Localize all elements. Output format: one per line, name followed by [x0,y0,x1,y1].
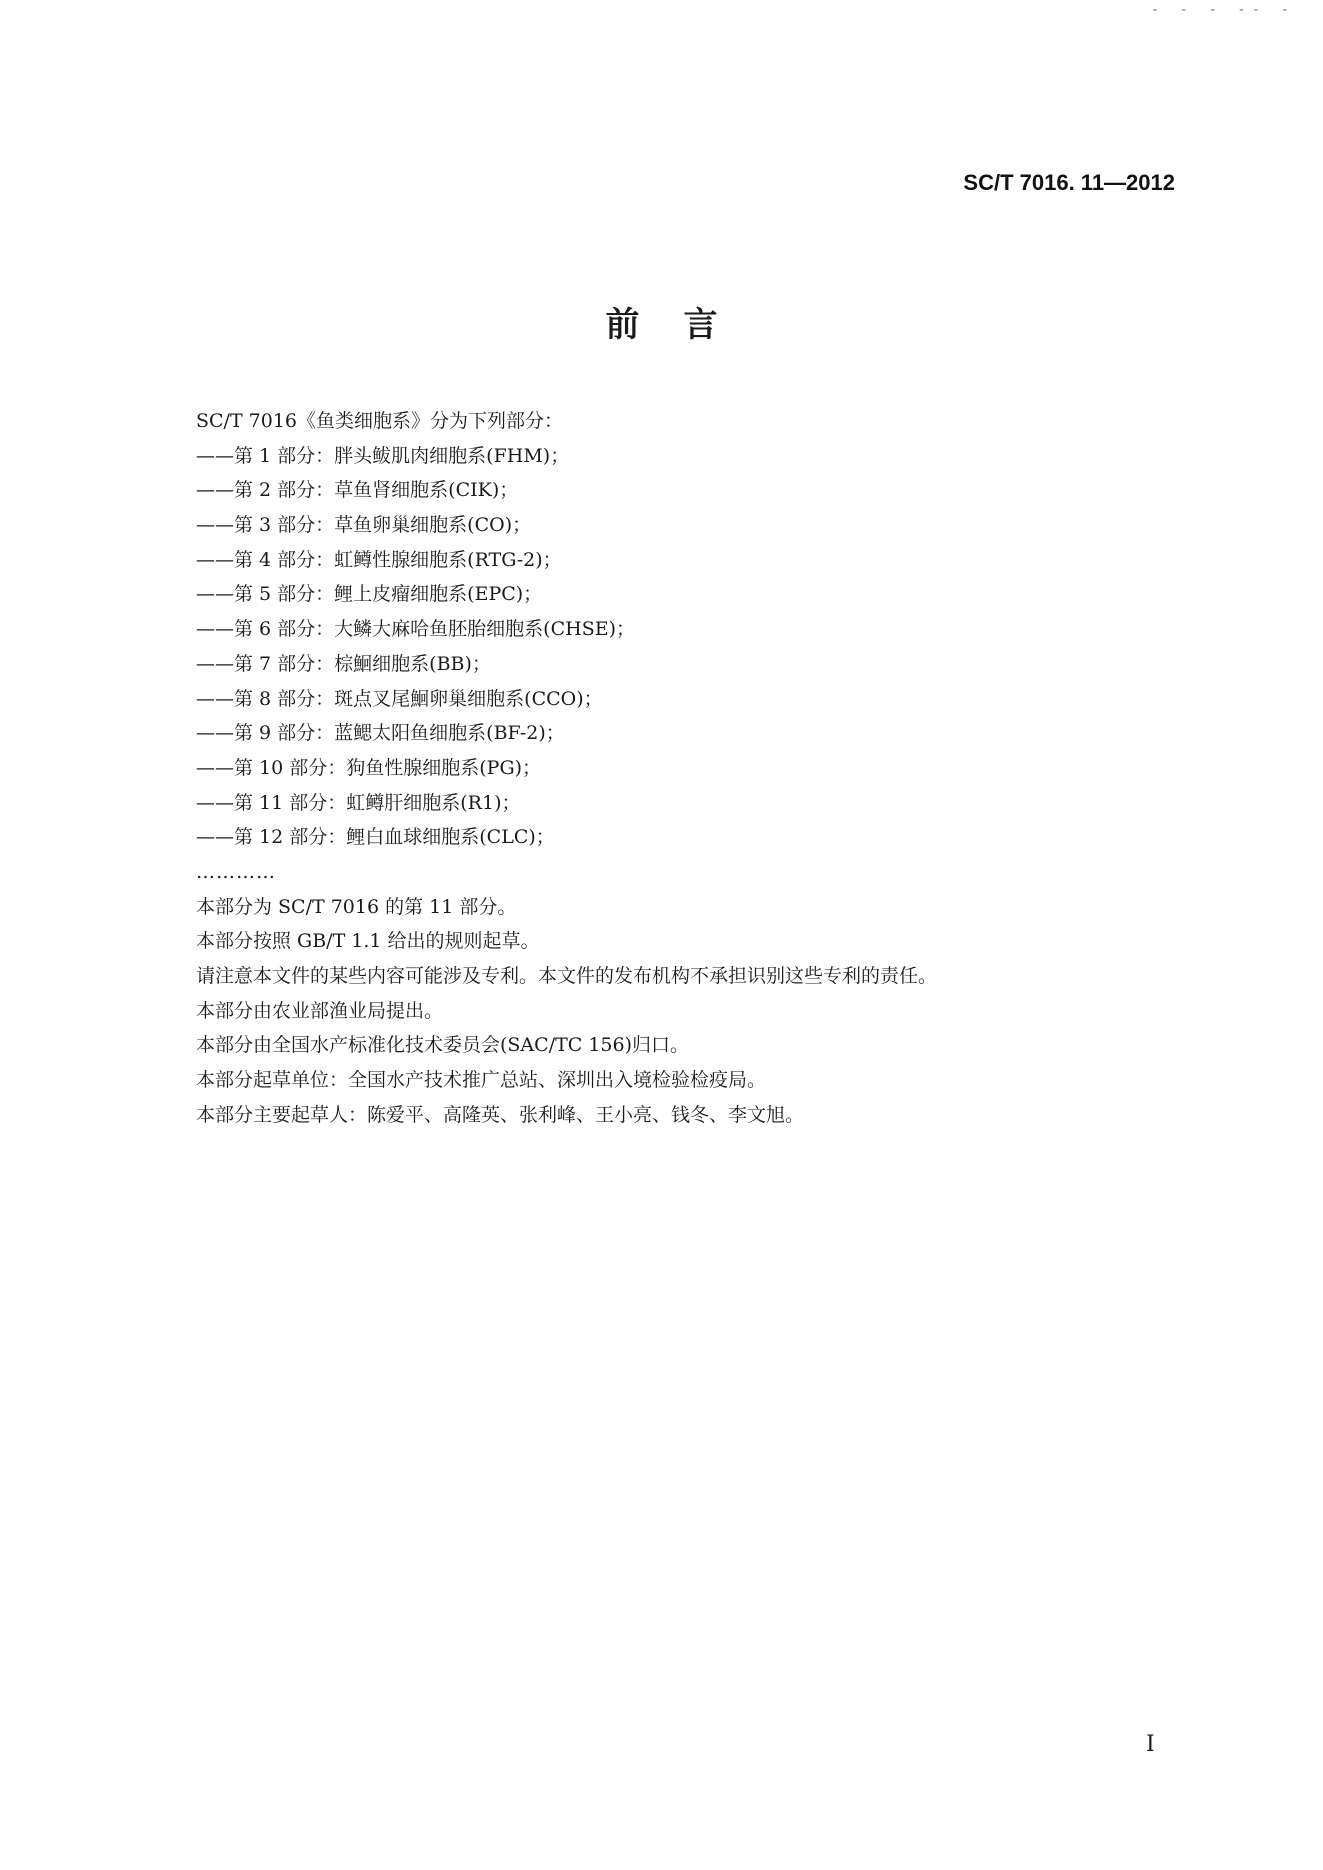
statement-line: 本部分由农业部渔业局提出。 [196,999,444,1022]
scan-edge-marks: - - - -- - [1150,2,1295,18]
statements-list [196,890,1156,1133]
statement-line: 本部分由全国水产标准化技术委员会(SAC/TC 156)归口。 [196,1034,690,1057]
page-title: 前言 [605,305,762,345]
statement-line: 请注意本文件的某些内容可能涉及专利。本文件的发布机构不承担识别这些专利的责任。 [196,965,938,987]
list-item: ——第 9 部分：蓝鳃太阳鱼细胞系(BF-2)； [196,722,565,745]
list-item: ——第 7 部分：棕鮰细胞系(BB)； [196,652,491,675]
list-item: ——第 12 部分：鲤白血球细胞系(CLC)； [196,826,555,849]
list-item: ——第 8 部分：斑点叉尾鮰卵巢细胞系(CCO)； [196,687,603,710]
statement-line: 本部分为 SC/T 7016 的第 11 部分。 [196,895,517,918]
standard-code: SC/T 7016. 11—2012 [963,170,1175,195]
parts-list [196,439,1156,855]
list-item: ——第 4 部分：虹鳟性腺细胞系(RTG-2)； [196,548,562,571]
list-item: ——第 1 部分：胖头鲅肌肉细胞系(FHM)； [196,444,570,467]
list-item: ——第 2 部分：草鱼肾细胞系(CIK)； [196,479,519,502]
list-item: ——第 5 部分：鲤上皮瘤细胞系(EPC)； [196,583,543,606]
intro-line: SC/T 7016《鱼类细胞系》分为下列部分： [196,410,564,432]
statement-line: 本部分主要起草人：陈爱平、高隆英、张利峰、王小亮、钱冬、李文旭。 [196,1103,805,1126]
list-item: ——第 6 部分：大鳞大麻哈鱼胚胎细胞系(CHSE)； [196,618,635,641]
statement-line: 本部分按照 GB/T 1.1 给出的规则起草。 [196,930,540,953]
list-item: ——第 10 部分：狗鱼性腺细胞系(PG)； [196,756,542,779]
statement-line: 本部分起草单位：全国水产技术推广总站、深圳出入境检验检疫局。 [196,1069,767,1092]
list-item: ——第 3 部分：草鱼卵巢细胞系(CO)； [196,514,532,537]
list-item: ——第 11 部分：虹鳟肝细胞系(R1)； [196,791,521,814]
preface-body [196,404,1156,1132]
page-number: I [1146,1732,1155,1757]
list-ellipsis: ………… [196,860,276,883]
